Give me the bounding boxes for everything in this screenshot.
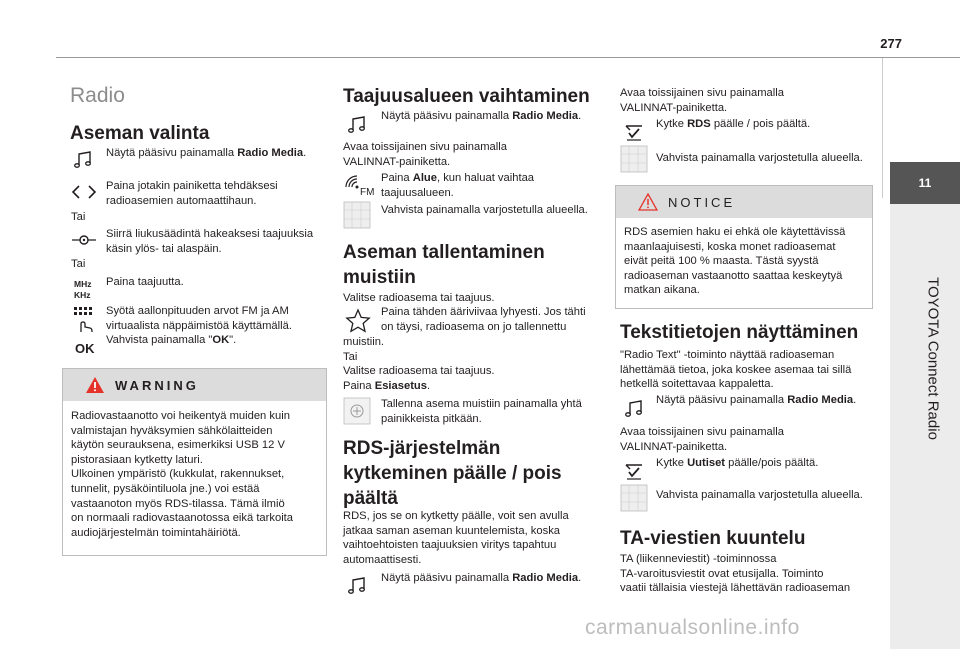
or-text: Tai [71, 258, 86, 270]
page-number: 277 [880, 36, 902, 51]
music-note-icon [72, 149, 94, 171]
store-step-select: Valitse radioasema tai taajuus. [343, 292, 495, 304]
options-icon [623, 460, 645, 482]
chapter-title: TOYOTA Connect Radio [924, 277, 942, 440]
heading-ta: TA-viestien kuuntelu [620, 528, 806, 549]
star-outline-icon [345, 308, 371, 334]
shaded-area-icon [620, 145, 648, 173]
section-title: Radio [70, 84, 125, 107]
notice-text: RDS asemien haku ei ehkä ole käytettävissä maanlaajuisesti, koska monet radioasemat eivät peitä 100 % maasta. Tästä syystä radioaseman vastaanotto saattaa keskeytyä matkan aikana. [624, 226, 846, 297]
warning-header [63, 369, 326, 401]
svg-text:FM: FM [360, 187, 375, 197]
step-radio-media: Näytä pääsivu painamalla Radio Media. [656, 394, 857, 406]
watermark: carmanualsonline.info [585, 616, 800, 639]
heading-store-station: Aseman tallentaminen muistiin [343, 242, 545, 288]
mhz-khz-icon: MHz KHz [74, 279, 92, 300]
warning-box [62, 368, 327, 556]
warning-title: WARNING [115, 378, 199, 393]
ta-text: TA (liikenneviestit) -toiminnossa TA-varoitusviestit ovat etusijalla. Toiminto vaatii tällaisia viestejä lähettävän radioaseman [620, 553, 851, 595]
chevron-left-right-icon [71, 183, 97, 201]
step-band: Paina Alue, kun haluat vaihtaa taajuusalueen. [381, 172, 535, 199]
step-press-frequency: Paina taajuutta. [106, 276, 184, 288]
step-options: Avaa toissijainen sivu painamalla VALINNAT-painiketta. [343, 141, 507, 168]
heading-rds: RDS-järjestelmän kytkeminen päälle / pois päältä [343, 438, 562, 509]
rds-text: RDS, jos se on kytketty päälle, voit sen avulla jatkaa saman aseman kuuntelemista, koska vaihtoehtoisten taajuuksien viritys tapahtuu automaattisesti. [343, 510, 569, 566]
step-virtual-keyboard: Syötä aallonpituuden arvot FM ja AM virtuaalista näppäimistöä käyttämällä. Vahvista painamalla "OK". [106, 305, 292, 347]
store-step-star: Paina tähden ääriviivaa lyhyesti. Jos tähti on täysi, radioasema on jo tallennettu [381, 306, 586, 333]
notice-triangle-icon [638, 193, 658, 211]
notice-title: NOTICE [668, 195, 736, 210]
preset-add-icon [343, 397, 371, 425]
step-manual-slider: Siirrä liukusäädintä hakeaksesi taajuuksia käsin ylös- tai alaspäin. [106, 228, 314, 255]
heading-radio-text: Tekstitietojen näyttäminen [620, 322, 859, 343]
music-note-icon [346, 575, 368, 597]
store-step-preset: Tallenna asema muistiin painamalla yhtä painikkeista pitkään. [381, 398, 582, 425]
warning-text: Radiovastaanotto voi heikentyä muiden kuin valmistajan hyväksymien sähkölaitteiden käytön seurauksena, esimerkiksi USB 12 V pistorasiaan kytketty laturi. Ulkoinen ympäristö (kukkulat, rakennukset, tunnelit, pysäköintiluola jne.) voi estää vastaanoton myös RDS-tilassa. Tämä ilmiö on normaali radiovastaanotossa eikä tarkoita audiojärjestelmän toimintahäiriötä. [71, 410, 294, 539]
notice-header [616, 186, 872, 218]
heading-band-change: Taajuusalueen vaihtaminen [343, 86, 590, 107]
ok-icon: OK [75, 341, 95, 356]
notice-box [615, 185, 873, 309]
shaded-area-icon [620, 484, 648, 512]
step-options: Avaa toissijainen sivu painamalla VALINNAT-painiketta. [620, 426, 784, 453]
chapter-tab[interactable]: 11 [890, 162, 960, 204]
heading-station-select: Aseman valinta [70, 123, 210, 144]
step-confirm: Vahvista painamalla varjostetulla alueella. [656, 489, 863, 501]
or-text: Tai [71, 211, 86, 223]
warning-triangle-icon [85, 376, 105, 394]
keypad-icon [71, 305, 97, 333]
step-options: Avaa toissijainen sivu painamalla VALINNAT-painiketta. [620, 87, 784, 114]
store-text: muistiin. Tai Valitse radioasema tai taajuus. Paina Esiasetus. [343, 336, 495, 392]
step-radio-media: Näytä pääsivu painamalla Radio Media. [381, 110, 582, 122]
music-note-icon [623, 398, 645, 420]
header-rule [56, 57, 960, 58]
shaded-area-icon [343, 201, 371, 229]
slider-icon [71, 231, 97, 249]
step-auto-search: Paina jotakin painiketta tehdäksesi radioasemien automaattihaun. [106, 180, 278, 207]
step-confirm: Vahvista painamalla varjostetulla alueella. [381, 204, 588, 216]
band-fm-icon [345, 173, 375, 197]
radio-text-description: "Radio Text" -toiminto näyttää radioaseman lähettämää tietoa, joka koskee asemaa tai sillä hetkellä soitettavaa kappaletta. [620, 349, 852, 391]
step-news-toggle: Kytke Uutiset päälle/pois päältä. [656, 457, 819, 469]
step-confirm: Vahvista painamalla varjostetulla alueella. [656, 152, 863, 164]
options-icon [623, 121, 645, 143]
step-rds-toggle: Kytke RDS päälle / pois päältä. [656, 118, 811, 130]
music-note-icon [346, 114, 368, 136]
step-radio-media: Näytä pääsivu painamalla Radio Media. [381, 572, 582, 584]
step-radio-media: Näytä pääsivu painamalla Radio Media. [106, 147, 307, 159]
sidebar-rule [882, 58, 883, 198]
